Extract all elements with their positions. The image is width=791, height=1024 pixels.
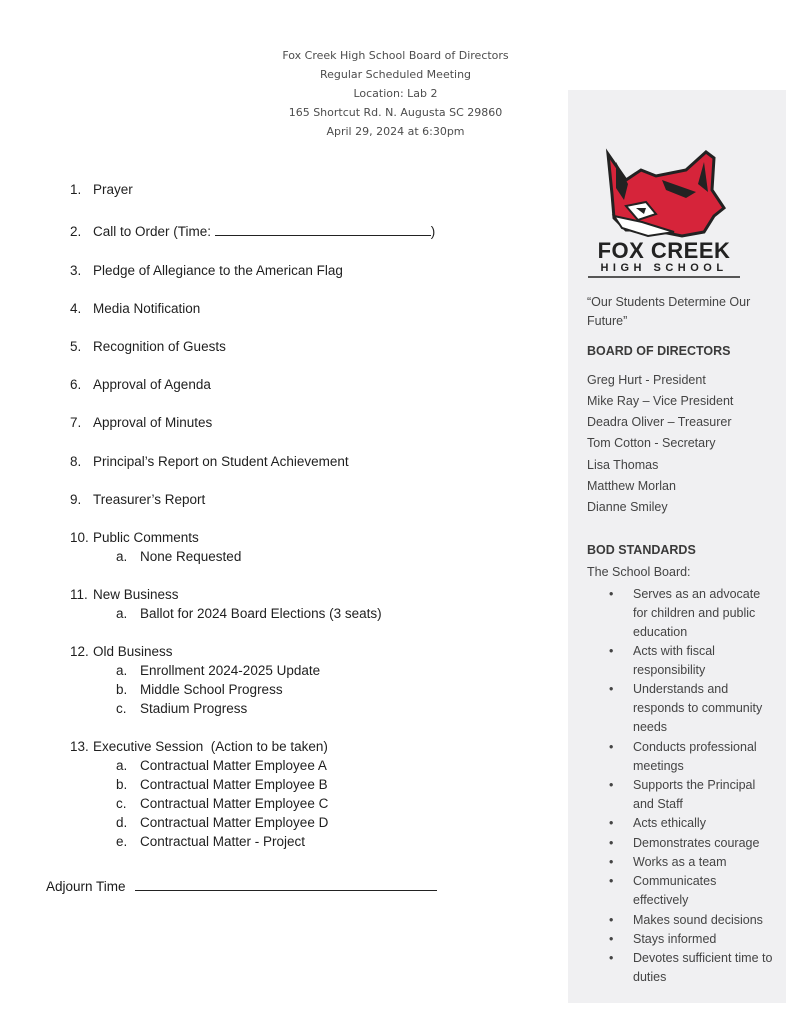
bullet-icon: • [609,740,614,754]
agenda-item [70,301,200,316]
standard-item [609,776,773,814]
agenda-item-number: 2. [70,224,82,239]
agenda-item-number: 7. [70,415,82,430]
fox-mascot-icon [608,152,724,236]
agenda-item [70,454,349,469]
agenda-item-number: 11. [70,587,88,602]
agenda-item-number: 12. [70,644,89,659]
standard-text: Conducts professional meetings [633,740,757,773]
school-motto: “Our Students Determine Our Future” [587,295,751,328]
standards-intro: The School Board: [587,565,691,579]
standard-text: Communicates effectively [633,874,717,907]
agenda-item-text: Pledge of Allegiance to the American Flag [93,263,343,278]
bullet-icon: • [609,778,614,792]
agenda-item-number: 13. [70,739,89,754]
agenda-item [70,644,173,659]
agenda-sub-text: Middle School Progress [140,682,283,697]
agenda-sub-text: Ballot for 2024 Board Elections (3 seats) [140,606,382,621]
agenda-sub-text: Stadium Progress [140,701,248,716]
agenda-item-text: Media Notification [93,301,201,316]
adjourn-time-line [46,878,437,894]
logo-school-name: FOX CREEK [597,238,731,263]
bullet-icon: • [609,816,614,830]
standard-text: Devotes sufficient time to duties [633,951,773,984]
standard-item [609,680,773,737]
agenda-item [70,587,179,602]
bullet-icon: • [609,855,614,869]
agenda-item [70,182,133,197]
board-member: Tom Cotton - Secretary [587,436,716,450]
agenda-sub-text: Contractual Matter Employee B [140,777,328,792]
sidebar-panel [568,90,786,1003]
agenda-sub-letter: a. [116,549,128,564]
board-member: Deadra Oliver – Treasurer [587,415,732,429]
agenda-sub-item [116,777,328,792]
standard-item [609,911,783,930]
agenda-item-text: Treasurer’s Report [93,492,206,507]
agenda-item-text: Approval of Minutes [93,415,213,430]
header-date: April 29, 2024 at 6:30pm [326,125,465,138]
standard-item [609,872,773,910]
header-address: 165 Shortcut Rd. N. Augusta SC 29860 [288,106,503,119]
bullet-icon: • [609,644,614,658]
agenda-sub-text: Enrollment 2024-2025 Update [140,663,321,678]
agenda-item-number: 4. [70,301,82,316]
agenda-sub-letter: e. [116,834,128,849]
agenda-sub-text: Contractual Matter Employee A [140,758,327,773]
agenda-sub-text: Contractual Matter - Project [140,834,306,849]
board-member: Mike Ray – Vice President [587,394,734,408]
call-to-order-time-blank [215,223,431,236]
agenda-sub-text: Contractual Matter Employee C [140,796,329,811]
agenda-sub-item [116,663,320,678]
agenda-sub-item [116,701,247,716]
bullet-icon: • [609,587,614,601]
agenda-item-text: Old Business [93,644,173,659]
board-of-directors-title: BOARD OF DIRECTORS [587,344,731,358]
agenda-item-text: Public Comments [93,530,199,545]
agenda-item-suffix: ) [430,224,436,239]
board-member: Dianne Smiley [587,500,668,514]
adjourn-label: Adjourn Time [46,879,126,894]
standard-item [609,585,773,642]
agenda-sub-item [116,758,327,773]
board-member: Lisa Thomas [587,458,659,472]
agenda-sub-item [116,606,382,621]
standard-item [609,949,773,987]
bullet-icon: • [609,951,614,965]
standard-item [609,738,773,776]
agenda-item-text: Principal’s Report on Student Achievement [93,454,349,469]
board-member: Greg Hurt - President [587,373,706,387]
standard-text: Makes sound decisions [633,913,763,927]
agenda-sub-item [116,682,283,697]
standard-item [609,834,783,853]
standard-item [609,814,773,833]
agenda-sub-text: Contractual Matter Employee D [140,815,329,830]
standard-text: Demonstrates courage [633,836,760,850]
agenda-item-text: Call to Order (Time: [93,224,215,239]
agenda-item [70,223,435,239]
agenda-sub-item [116,549,241,564]
agenda-item [70,263,343,278]
agenda-item-number: 5. [70,339,82,354]
bullet-icon: • [609,836,614,850]
agenda-item [70,415,212,430]
agenda-sub-letter: a. [116,663,128,678]
header-meeting-type: Regular Scheduled Meeting [319,68,472,81]
agenda-sub-letter: c. [116,796,127,811]
agenda-sub-letter: c. [116,701,127,716]
standard-item [609,642,773,680]
standard-text: Stays informed [633,932,717,946]
agenda-sub-text: None Requested [140,549,242,564]
agenda-item-text: Prayer [93,182,133,197]
agenda-item-number: 8. [70,454,82,469]
agenda-item [70,739,328,754]
agenda-item [70,339,226,354]
agenda-item-text: New Business [93,587,179,602]
agenda-item-number: 6. [70,377,82,392]
agenda-item [70,492,205,507]
agenda-sub-item [116,815,328,830]
agenda-item-number: 9. [70,492,82,507]
agenda-sub-item [116,796,328,811]
agenda-sub-letter: a. [116,758,128,773]
agenda-item-text: Recognition of Guests [93,339,226,354]
agenda-sub-letter: b. [116,682,128,697]
agenda-sub-letter: d. [116,815,128,830]
standard-item [609,930,773,949]
standard-text: Understands and responds to community needs [633,682,763,734]
logo-school-subtitle: HIGH SCHOOL [600,262,728,274]
bullet-icon: • [609,874,614,888]
bod-standards-title: BOD STANDARDS [587,543,696,557]
standard-text: Acts ethically [633,816,706,830]
agenda-sub-letter: b. [116,777,128,792]
agenda-item [70,377,211,392]
agenda-item-text: Executive Session (Action to be taken) [93,739,328,754]
adjourn-time-blank [135,878,437,891]
agenda-item-number: 1. [70,182,82,197]
agenda-item-text: Approval of Agenda [93,377,211,392]
board-member: Matthew Morlan [587,479,676,493]
standard-text: Supports the Principal and Staff [633,778,756,811]
header-board-name: Fox Creek High School Board of Directors [282,49,509,62]
agenda-item-number: 10. [70,530,89,545]
standard-item [609,853,773,872]
agenda-item [70,530,199,545]
agenda-sub-item [116,834,305,849]
standard-text: Acts with fiscal responsibility [633,644,715,677]
agenda-sub-letter: a. [116,606,128,621]
bullet-icon: • [609,913,614,927]
agenda-item-number: 3. [70,263,82,278]
bullet-icon: • [609,932,614,946]
header-location: Location: Lab 2 [353,87,438,100]
fox-creek-logo [586,140,742,278]
bullet-icon: • [609,682,614,696]
standard-text: Works as a team [633,855,727,869]
standard-text: Serves as an advocate for children and public education [633,587,761,639]
